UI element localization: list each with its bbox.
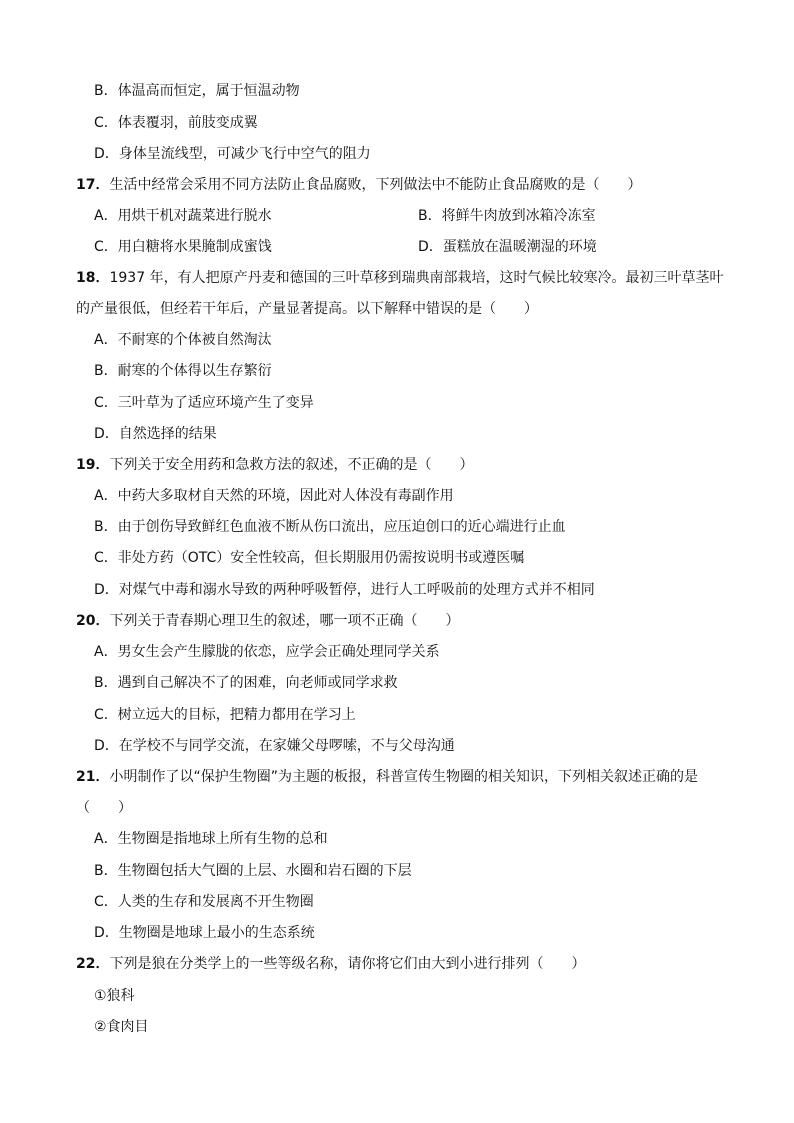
q16-option-d: D．身体呈流线型，可减少飞行中空气的阻力 [94, 146, 371, 162]
q21-stem-1: 小明制作了以“保护生物圈”为主题的板报，科普宣传生物圈的相关知识，下列相关叙述正确的是 [109, 769, 698, 785]
q21-stem-line-2: （ ） [76, 800, 132, 816]
q22-stem: 下列是狼在分类学上的一些等级名称，请你将它们由大到小进行排列（ ） [109, 956, 586, 972]
q18-number: 18． [76, 270, 110, 286]
q18-option-c: C．三叶草为了适应环境产生了变异 [94, 395, 314, 411]
q20-option-b: B．遇到自己解决不了的困难，向老师或同学求救 [94, 675, 398, 691]
q21-number: 21． [76, 769, 110, 785]
q18-stem-1: 1937 年，有人把原产丹麦和德国的三叶草移到瑞典南部栽培，这时气候比较寒冷。最初三叶草茎叶 [109, 270, 724, 286]
q20-number: 20． [76, 613, 110, 629]
q22-item-1: ①狼科 [94, 988, 135, 1004]
q18-stem-line-1 [76, 268, 724, 288]
q20-option-d: D．在学校不与同学交流，在家嫌父母啰嗦，不与父母沟通 [94, 738, 455, 754]
q19-option-c: C．非处方药（OTC）安全性较高，但长期服用仍需按说明书或遵医嘱 [94, 550, 525, 566]
q17-number: 17． [76, 177, 110, 193]
q21-option-d: D．生物圈是地球上最小的生态系统 [94, 925, 315, 941]
q16-option-b: B．体温高而恒定，属于恒温动物 [94, 83, 300, 99]
q21-option-c: C．人类的生存和发展离不开生物圈 [94, 894, 314, 910]
q19-option-a: A．中药大多取材自天然的环境，因此对人体没有毒副作用 [94, 488, 454, 504]
q21-option-b: B．生物圈包括大气圈的上层、水圈和岩石圈的下层 [94, 863, 412, 879]
q19-stem: 下列关于安全用药和急救方法的叙述，不正确的是（ ） [109, 457, 474, 473]
q18-option-d: D．自然选择的结果 [94, 426, 217, 442]
q19-number: 19． [76, 457, 110, 473]
q20-stem-line [76, 611, 459, 631]
q17-option-d: D．蛋糕放在温暖潮湿的环境 [418, 239, 597, 255]
q22-stem-line [76, 954, 585, 974]
q18-option-a: A．不耐寒的个体被自然淘汰 [94, 332, 272, 348]
q18-stem-line-2: 的产量很低，但经若干年后，产量显著提高。以下解释中错误的是（ ） [76, 301, 538, 317]
q17-stem: 生活中经常会采用不同方法防止食品腐败，下列做法中不能防止食品腐败的是（ ） [109, 177, 642, 193]
q17-option-c: C．用白糖将水果腌制成蜜饯 [94, 239, 272, 255]
q19-option-d: D．对煤气中毒和溺水导致的两种呼吸暂停，进行人工呼吸前的处理方式并不相同 [94, 582, 595, 598]
q19-stem-line [76, 455, 473, 475]
q20-option-c: C．树立远大的目标，把精力都用在学习上 [94, 707, 356, 723]
q17-option-a: A．用烘干机对蔬菜进行脱水 [94, 208, 272, 224]
q21-option-a: A．生物圈是指地球上所有生物的总和 [94, 831, 328, 847]
q21-stem-line-1 [76, 767, 698, 787]
q19-option-b: B．由于创伤导致鲜红色血液不断从伤口流出，应压迫创口的近心端进行止血 [94, 519, 566, 535]
q22-number: 22． [76, 956, 110, 972]
q20-stem: 下列关于青春期心理卫生的叙述，哪一项不正确（ ） [109, 613, 460, 629]
q22-item-2: ②食肉目 [94, 1019, 149, 1035]
q18-option-b: B．耐寒的个体得以生存繁衍 [94, 363, 272, 379]
q17-stem-line [76, 175, 641, 195]
q20-option-a: A．男女生会产生朦胧的依恋，应学会正确处理同学关系 [94, 644, 440, 660]
q16-option-c: C．体表覆羽，前肢变成翼 [94, 115, 258, 131]
q17-option-b: B．将鲜牛肉放到冰箱冷冻室 [418, 208, 596, 224]
